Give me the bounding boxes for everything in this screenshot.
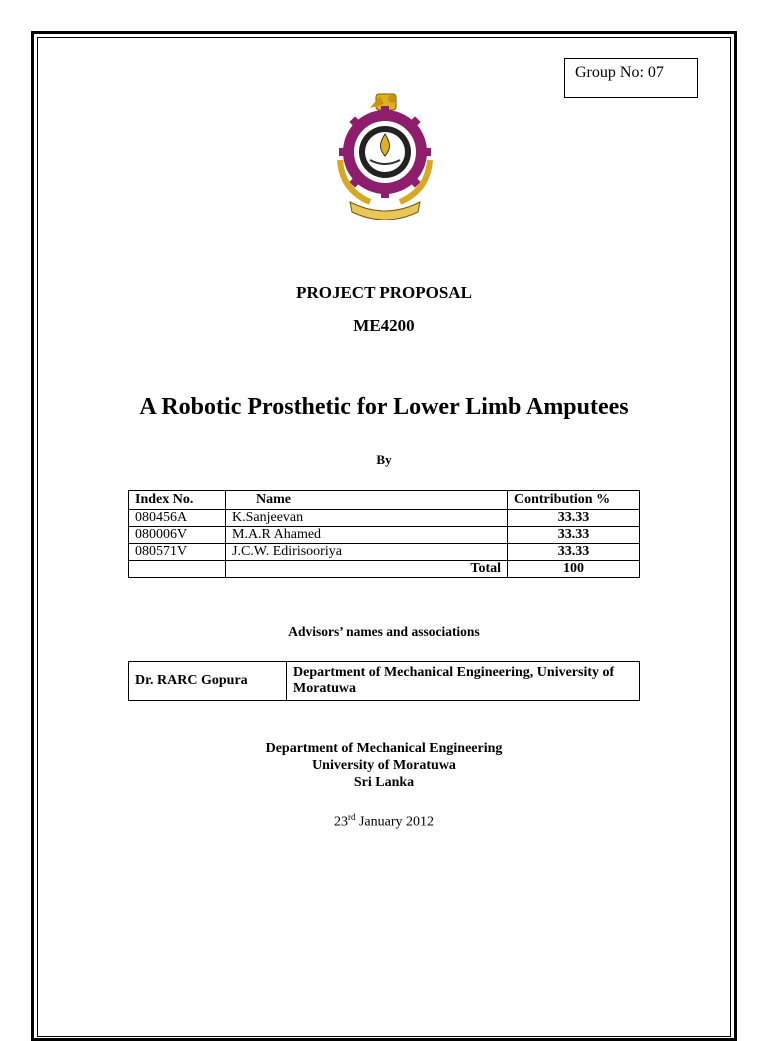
members-table bbox=[128, 490, 640, 578]
project-title: A Robotic Prosthetic for Lower Limb Amputees bbox=[139, 394, 629, 420]
table-row bbox=[129, 527, 640, 544]
date-suffix: rd bbox=[347, 812, 356, 822]
crest-icon bbox=[330, 90, 440, 220]
members-header-row bbox=[129, 491, 640, 510]
member-name: M.A.R Ahamed bbox=[226, 527, 508, 544]
country-line: Sri Lanka bbox=[353, 775, 415, 790]
total-row bbox=[129, 561, 640, 578]
member-name: J.C.W. Edirisooriya bbox=[226, 544, 508, 561]
university-banner bbox=[350, 202, 420, 220]
date-day: 23 bbox=[333, 814, 348, 830]
total-value: 100 bbox=[508, 561, 640, 578]
header-index: Index No. bbox=[129, 491, 226, 510]
university-line: University of Moratuwa bbox=[312, 758, 456, 773]
date-rest: January 2012 bbox=[355, 814, 435, 830]
advisor-row bbox=[129, 662, 640, 701]
proposal-date bbox=[0, 812, 768, 831]
advisors-table bbox=[128, 661, 640, 701]
table-row bbox=[129, 510, 640, 527]
institution-block bbox=[0, 740, 768, 791]
member-contribution: 33.33 bbox=[508, 544, 640, 561]
group-number: Group No: 07 bbox=[575, 64, 664, 81]
advisor-association: Department of Mechanical Engineering, University of Moratuwa bbox=[287, 662, 640, 701]
member-index: 080456A bbox=[129, 510, 226, 527]
advisors-heading: Advisors’ names and associations bbox=[288, 624, 480, 639]
member-index: 080006V bbox=[129, 527, 226, 544]
university-crest-logo bbox=[330, 90, 440, 220]
gear-ring-icon bbox=[339, 106, 431, 198]
department-line: Department of Mechanical Engineering bbox=[265, 741, 503, 756]
document-type-heading: PROJECT PROPOSAL bbox=[296, 283, 472, 302]
header-contribution: Contribution % bbox=[508, 491, 640, 510]
course-code: ME4200 bbox=[353, 316, 415, 335]
member-contribution: 33.33 bbox=[508, 527, 640, 544]
group-number-box bbox=[564, 58, 698, 98]
total-label: Total bbox=[226, 561, 508, 578]
member-index: 080571V bbox=[129, 544, 226, 561]
header-name: Name bbox=[226, 491, 508, 510]
member-contribution: 33.33 bbox=[508, 510, 640, 527]
total-empty-cell bbox=[129, 561, 226, 578]
by-label: By bbox=[376, 452, 392, 467]
member-name: K.Sanjeevan bbox=[226, 510, 508, 527]
advisor-name: Dr. RARC Gopura bbox=[129, 662, 287, 701]
table-row bbox=[129, 544, 640, 561]
